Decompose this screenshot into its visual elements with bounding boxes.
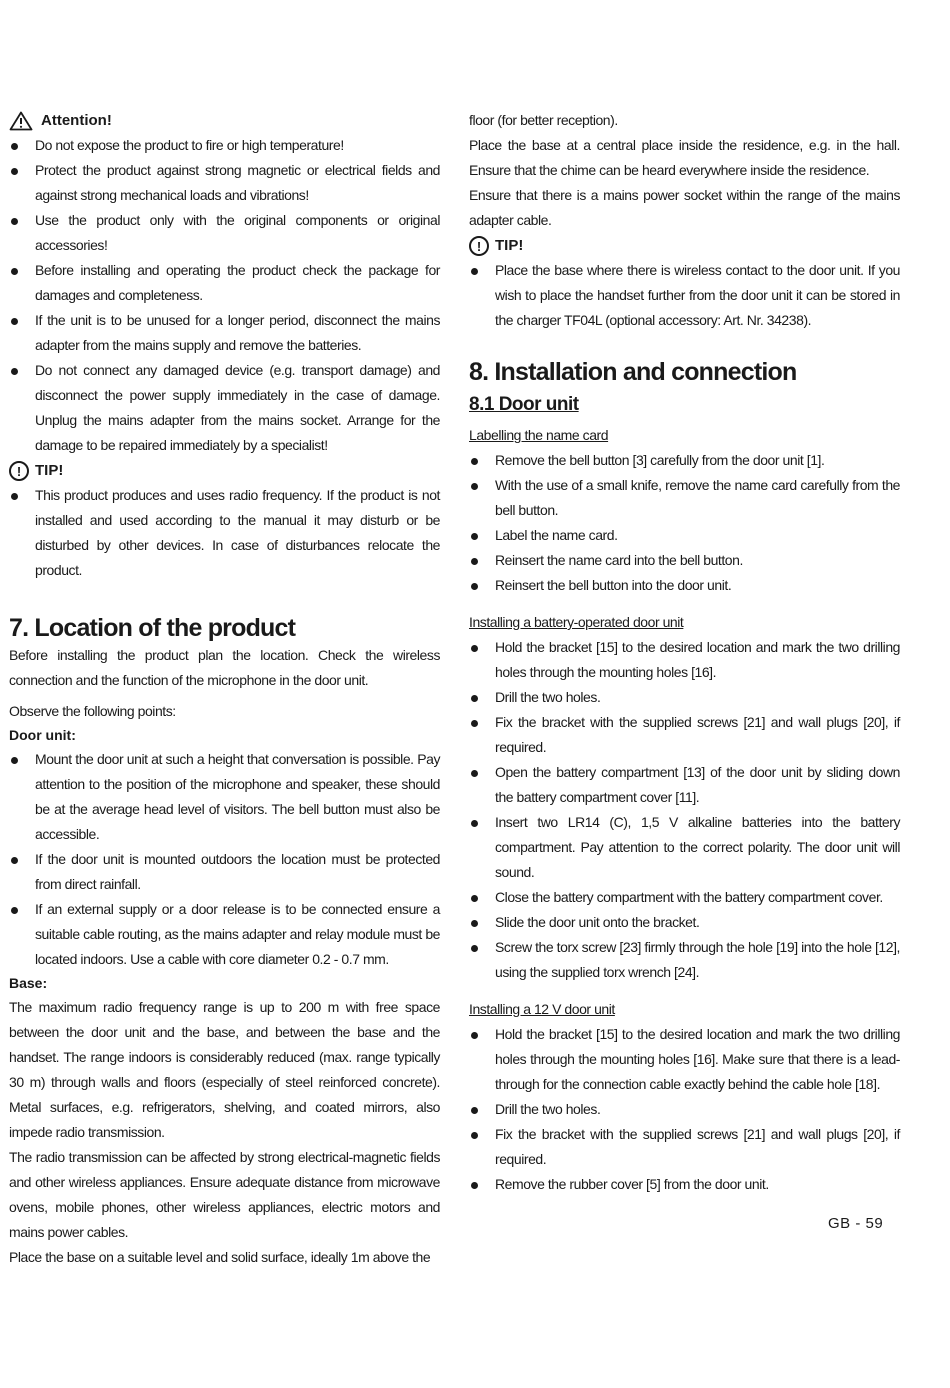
right-column (469, 108, 900, 1197)
list-item: If an external supply or a door release is to be connected ensure a suitable cable routing, as the mains adapter and relay module must be located indoors. Use a cable with core diameter 0.2 - 0.7 mm. (9, 897, 440, 972)
section-8-heading: 8. Installation and connection (469, 358, 797, 386)
list-item: Insert two LR14 (C), 1,5 V alkaline batteries into the battery compartment. Pay attention to the correct polarity. The door unit will sound. (469, 810, 900, 885)
list-item: Screw the torx screw [23] firmly through the hole [19] into the hole [12], using the supplied torx wrench [24]. (469, 935, 900, 985)
exclamation-circle-icon: ! (469, 236, 489, 256)
name-card-list (469, 448, 900, 598)
list-item: With the use of a small knife, remove the name card carefully from the bell button. (469, 473, 900, 523)
list-item: Fix the bracket with the supplied screws [21] and wall plugs [20], if required. (469, 710, 900, 760)
list-item: Reinsert the bell button into the door unit. (469, 573, 900, 598)
twelve-volt-unit-list (469, 1022, 900, 1197)
list-item: Hold the bracket [15] to the desired location and mark the two drilling holes through the mounting holes [16]. (469, 635, 900, 685)
list-item: This product produces and uses radio frequency. If the product is not installed and used according to the manual it may disturb or be disturbed by other devices. In case of disturbances relocate the product. (9, 483, 440, 583)
list-item: Close the battery compartment with the battery compartment cover. (469, 885, 900, 910)
list-item: Mount the door unit at such a height that conversation is possible. Pay attention to the position of the microphone and speaker, these should be at the average head level of visitors. The bell button must also be accessible. (9, 747, 440, 847)
list-item: Use the product only with the original components or original accessories! (9, 208, 440, 258)
list-item: Remove the bell button [3] carefully from the door unit [1]. (469, 448, 900, 473)
list-item: Do not expose the product to fire or high temperature! (9, 133, 440, 158)
list-item: Reinsert the name card into the bell button. (469, 548, 900, 573)
base-label: Base: (9, 975, 48, 991)
section-7-heading: 7. Location of the product (9, 614, 296, 642)
tip-title: TIP! (495, 237, 524, 254)
door-unit-list (9, 747, 440, 972)
warning-icon (9, 111, 33, 131)
base-paragraph: The radio transmission can be affected by strong electrical-magnetic fields and other wireless appliances. Ensure adequate distance from microwave ovens, mobile phones, other wireless appliances, electric motors and mains power cables. (9, 1149, 440, 1240)
observe-text: Observe the following points: (9, 703, 176, 719)
list-item: Open the battery compartment [13] of the door unit by sliding down the battery compartment cover [11]. (469, 760, 900, 810)
list-item: Drill the two holes. (469, 685, 900, 710)
continued-paragraph: Place the base at a central place inside the residence, e.g. in the hall. Ensure that the chime can be heard everywhere inside the residence. (469, 137, 900, 178)
exclamation-circle-icon: ! (9, 461, 29, 481)
base-paragraph: The maximum radio frequency range is up to 200 m with free space between the door unit and the base, and between the base and the handset. The range indoors is considerably reduced (max. range typically 30 m) through walls and floors (especially of steel reinforced concrete). Metal surfaces, e.g. refrigerators, shelving, and coated mirrors, also impede radio transmission. (9, 999, 440, 1140)
tip-title: TIP! (35, 462, 64, 479)
tip-list (469, 258, 900, 333)
list-item: Remove the rubber cover [5] from the door unit. (469, 1172, 900, 1197)
section-7-intro: Before installing the product plan the location. Check the wireless connection and the function of the microphone in the door unit. (9, 647, 440, 688)
list-item: Protect the product against strong magnetic or electrical fields and against strong mechanical loads and vibrations! (9, 158, 440, 208)
list-item: Label the name card. (469, 523, 900, 548)
tip-list (9, 483, 440, 583)
continued-paragraph: floor (for better reception). (469, 112, 618, 128)
section-8-1-heading: 8.1 Door unit (469, 394, 579, 415)
list-item: Place the base where there is wireless contact to the door unit. If you wish to place the handset further from the door unit it can be stored in the charger TF04L (optional accessory: Art. Nr. 34238). (469, 258, 900, 333)
continued-paragraph: Ensure that there is a mains power socket within the range of the mains adapter cable. (469, 187, 900, 228)
twelve-volt-unit-subheading: Installing a 12 V door unit (469, 1001, 615, 1017)
attention-heading (9, 108, 440, 133)
list-item: Before installing and operating the product check the package for damages and completeness. (9, 258, 440, 308)
list-item: If the unit is to be unused for a longer period, disconnect the mains adapter from the mains supply and remove the batteries. (9, 308, 440, 358)
list-item: Slide the door unit onto the bracket. (469, 910, 900, 935)
attention-title: Attention! (41, 112, 112, 129)
base-paragraph: Place the base on a suitable level and solid surface, ideally 1m above the (9, 1249, 431, 1265)
tip-heading (9, 458, 440, 483)
list-item: Drill the two holes. (469, 1097, 900, 1122)
attention-list (9, 133, 440, 458)
battery-unit-subheading: Installing a battery-operated door unit (469, 614, 684, 630)
tip-heading (469, 233, 900, 258)
list-item: Fix the bracket with the supplied screws [21] and wall plugs [20], if required. (469, 1122, 900, 1172)
list-item: If the door unit is mounted outdoors the location must be protected from direct rainfall. (9, 847, 440, 897)
list-item: Do not connect any damaged device (e.g. transport damage) and disconnect the power supply immediately in the case of damage. Unplug the mains adapter from the mains socket. Arrange for the damage to be repaired immediately by a specialist! (9, 358, 440, 458)
battery-unit-list (469, 635, 900, 985)
left-column (9, 108, 440, 1270)
name-card-subheading: Labelling the name card (469, 427, 609, 443)
page-number: GB - 59 (828, 1215, 884, 1232)
list-item: Hold the bracket [15] to the desired location and mark the two drilling holes through the mounting holes [16]. Make sure that there is a lead-through for the connection cable exactly behind the cable hole [18]. (469, 1022, 900, 1097)
door-unit-label: Door unit: (9, 727, 76, 743)
